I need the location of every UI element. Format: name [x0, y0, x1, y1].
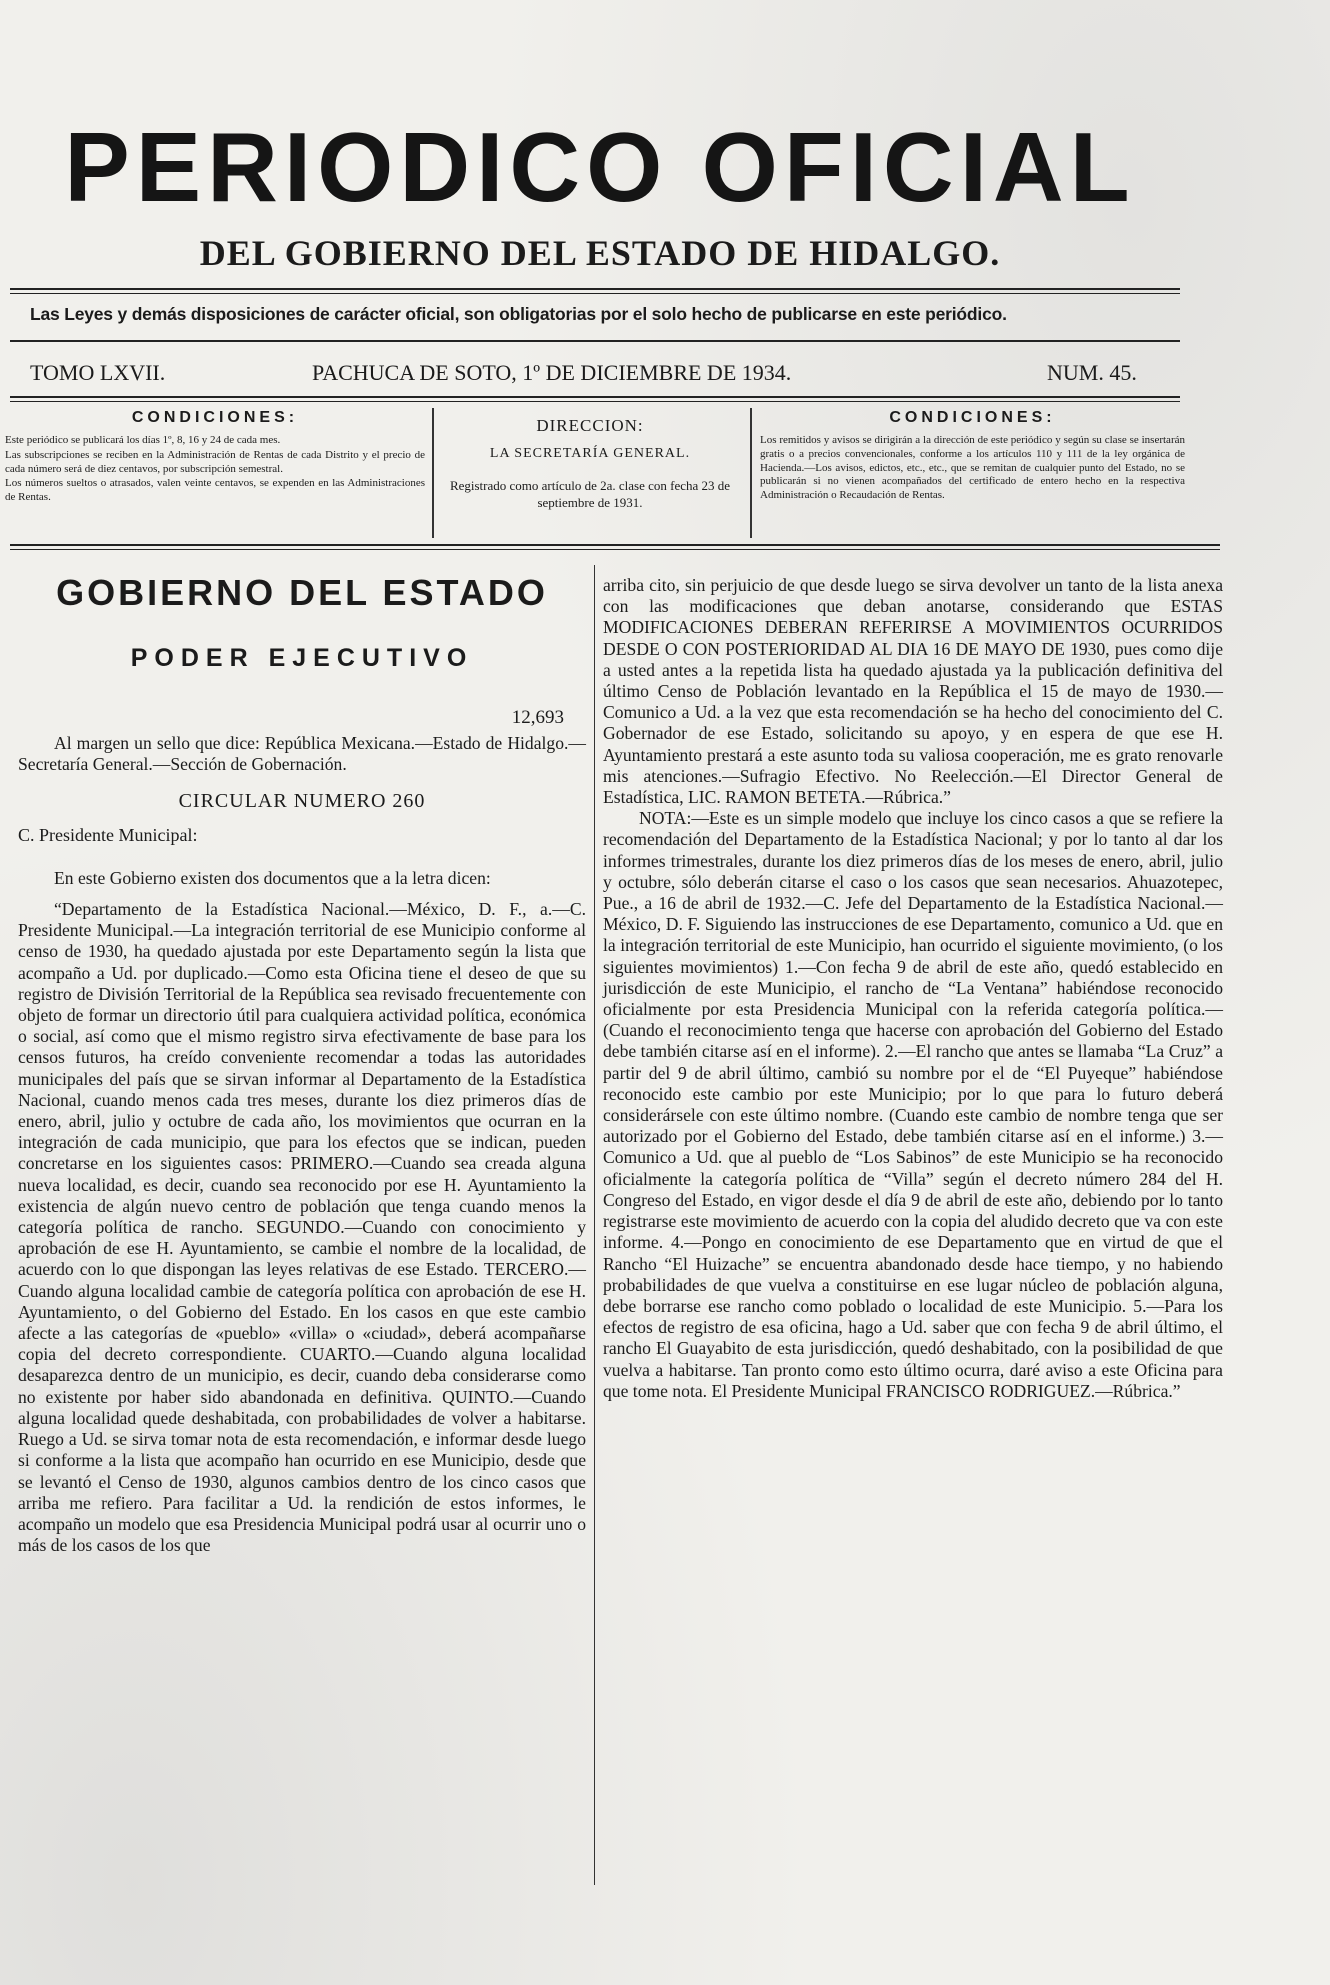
paragraph: Al margen un sello que dice: República Mexicana.—Estado de Hidalgo.—Secretaría General.—Sección de Gobernación. [18, 733, 586, 775]
rule [10, 401, 1180, 402]
direccion-box [440, 408, 740, 512]
newspaper-subtitle: DEL GOBIERNO DEL ESTADO DE HIDALGO. [199, 233, 1001, 273]
divider [432, 408, 434, 538]
conditions-left-text: Los números sueltos o atrasados, valen veinte centavos, se expenden en las Administraciones de Rentas. [5, 477, 425, 503]
left-column [18, 560, 586, 1556]
right-column [603, 575, 1223, 1402]
legal-notice: Las Leyes y demás disposiciones de carácter oficial, son obligatorias por el solo hecho de publicarse en este periódico. [30, 304, 1007, 324]
issue-number: NUM. 45. [1047, 360, 1137, 385]
paragraph: NOTA:—Este es un simple modelo que incluye los cinco casos a que se refiere la recomendación del Departamento de la Estadística Nacional; y por lo tanto al dar los informes trimestrales, durante los diez primeros días de los meses de enero, abril, julio y octubre, sólo deberán citarse el caso o los casos que sean necesarios. Ahuazotepec, Pue., a 16 de abril de 1932.—C. Jefe del Departamento de la Estadística Nacional.—México, D. F. Siguiendo las instrucciones de ese Departamento, comunico a Ud. que en la integración territorial de este Municipio, han ocurrido el siguiente movimiento, (o los siguientes movimientos) 1.—Con fecha 9 de abril de este año, quedó establecido en jurisdicción de este Municipio, el rancho de “La Ventana” habiéndose reconocido oficialmente por esta Presidencia Municipal con la referida categoría política.—(Cuando el reconocimiento tenga que hacerse con aprobación del Gobierno del Estado debe también citarse así en el informe). 2.—El rancho que antes se llamaba “La Cruz” a partir del 9 de abril último, cambió su nombre por el de “El Puyeque” habiéndose reconocido este cambio por este Municipio; por lo que para lo futuro deberá considerársele con este último nombre. (Cuando este cambio de nombre tenga que ser autorizado por el Gobierno del Estado, debe también citarse así en el informe.) 3.—Comunico a Ud. que al pueblo de “Los Sabinos” de este Municipio se ha reconocido oficialmente la categoría política de “Villa” según el decreto número 284 del H. Congreso del Estado, en vigor desde el día 9 de abril de este año, debiendo por lo tanto registrarse este movimiento de acuerdo con la copia del aludido decreto que va con este informe. 4.—Pongo en conocimiento de ese Departamento que en virtud de que el Rancho “El Huizache” se encuentra abandonado desde hace tiempo, y no habiendo probabilidades de que vuelva a constituirse en ese lugar núcleo de población alguna, debe borrarse ese rancho como poblado o localidad de este Municipio. 5.—Para los efectos de registro de esa oficina, hago a Ud. saber que con fecha 9 de abril último, el rancho El Guayabito de esta jurisdicción, quedó deshabitado, con la posibilidad de que vuelva a habitarse. Tan pronto como esto último ocurra, daré aviso a este Oficina para que tome nota. El Presidente Municipal FRANCISCO RODRIGUEZ.—Rúbrica.” [603, 808, 1223, 1401]
column-divider [594, 565, 595, 1885]
article-body [18, 733, 586, 1556]
issue-info-line [22, 360, 1172, 390]
conditions-left-text: Este periódico se publicará los días 1º, 8, 16 y 24 de cada mes. [5, 434, 281, 446]
conditions-right-heading: CONDICIONES: [889, 409, 1056, 426]
conditions-left-heading: CONDICIONES: [131, 409, 299, 426]
registration-note: Registrado como artículo de 2a. clase con fecha 23 de septiembre de 1931. [449, 478, 731, 510]
paragraph: arriba cito, sin perjuicio de que desde luego se sirva devolver un tanto de la lista anexa con las modificaciones que deban anotarse, considerando que ESTAS MODIFICACIONES DEBERAN REFERIRSE A MOVIMIENTOS OCURRIDOS DESDE O CON POSTERIORIDAD AL DIA 16 DE MAYO DE 1930, pues como dije a usted antes a la repetida lista ha quedado ajustada ya la publicación definitiva del último Censo de Población levantado en la República el 15 de mayo de 1930.—Comunico a Ud. a la vez que esta recomendación se ha hecho del conocimiento del C. Gobernador de ese Estado, solicitando su apoyo, y en espera de que ese H. Ayuntamiento prestará a este asunto toda su valiosa cooperación, me es grato renovarle mis atenciones.—Sufragio Efectivo. No Reelección.—El Director General de Estadística, LIC. RAMON BETETA.—Rúbrica.” [603, 575, 1223, 808]
addressee: C. Presidente Municipal: [18, 824, 198, 845]
direccion-heading: DIRECCION: [536, 416, 644, 435]
section-title: GOBIERNO DEL ESTADO [56, 572, 548, 613]
paragraph: “Departamento de la Estadística Nacional.—México, D. F., a.—C. Presidente Municipal.—La integración territorial de ese Municipio conforme al censo de 1930, ha quedado ajustada por este Departamento según la lista que acompaño a Ud. por duplicado.—Como esta Oficina tiene el deseo de que su registro de División Territorial de la República sea revisado frecuentemente con objeto de formar un directorio útil para cualquiera actividad política, económica o social, así como que el mismo registro sirva efectivamente de base para los censos futuros, ha creído conveniente recomendar a todas las autoridades municipales del país que se sirvan informar al Departamento de la Estadística Nacional, cuando menos cada tres meses, durante los diez primeros días de enero, abril, julio y octubre de cada año, los movimientos que ocurran en la integración de cada municipio, que para los efectos que se indican, pueden concretarse en los siguientes casos: PRIMERO.—Cuando sea creada alguna nueva localidad, es decir, cuando sea reconocido por ese H. Ayuntamiento la existencia de algún nuevo centro de población que tenga cuando menos la categoría política de rancho. SEGUNDO.—Cuando con conocimiento y aprobación de ese H. Ayuntamiento, se cambie el nombre de la localidad, de acuerdo con lo que dispongan las leyes relativas de ese Estado. TERCERO.—Cuando alguna localidad cambie de categoría política con aprobación de ese H. Ayuntamiento, o del Gobierno del Estado. En los casos en que este cambio afecte a las categorías de «pueblo» «villa» o «ciudad», deberá acompañarse copia del decreto correspondiente. CUARTO.—Cuando alguna localidad desaparezca dentro de un municipio, es decir, cuando deba considerarse como no existente por haber sido abandonada en definitiva. QUINTO.—Cuando alguna localidad quede deshabitada, con probabilidades de volver a habitarse. Ruego a Ud. se sirva tomar nota de esta recomendación, e informar desde luego si conforme a la lista que acompaño han ocurrido en ese Municipio, desde que se levantó el Censo de 1930, algunos cambios dentro de los cinco casos que arriba me refiero. Para facilitar a Ud. la rendición de estos informes, le acompaño un modelo que esa Presidencia Municipal podrá usar al ocurrir uno o más de los casos de los que [18, 899, 586, 1556]
conditions-left-text: Las subscripciones se reciben en la Administración de Rentas de cada Distrito y el precio de cada número será de diez centavos, por subscripción semestral. [5, 448, 425, 475]
rule [10, 549, 1220, 550]
rule [10, 396, 1180, 398]
newspaper-title: PERIODICO OFICIAL [64, 112, 1136, 222]
tomo-label: TOMO LXVII. [30, 360, 166, 385]
direccion-name: LA SECRETARÍA GENERAL. [489, 446, 691, 461]
conditions-right-box [760, 408, 1185, 540]
rule [10, 293, 1180, 294]
document-number: 12,693 [511, 707, 564, 728]
rule [10, 288, 1180, 290]
article-body [603, 575, 1223, 1402]
circular-heading: CIRCULAR NUMERO 260 [178, 790, 426, 813]
paragraph: En este Gobierno existen dos documentos que a la letra dicen: [54, 867, 491, 888]
rule [10, 544, 1220, 546]
subsection-title: PODER EJECUTIVO [130, 644, 474, 672]
conditions-right-text: Los remitidos y avisos se dirigirán a la dirección de este periódico y según su clase se insertarán gratis o a precios convencionales, conforme a los artículos 110 y 111 de la ley orgánica de Hacienda.—Los avisos, edictos, etc., etc., que se remitan de cualquier punto del Estado, no se publicarán si no vienen acompañados del certificado de entero hecho en la respectiva Administración o Recaudación de Rentas. [760, 434, 1185, 501]
conditions-left-box [5, 408, 425, 540]
rule [10, 340, 1180, 342]
place-date: PACHUCA DE SOTO, 1º DE DICIEMBRE DE 1934. [312, 360, 792, 385]
divider [750, 408, 752, 538]
